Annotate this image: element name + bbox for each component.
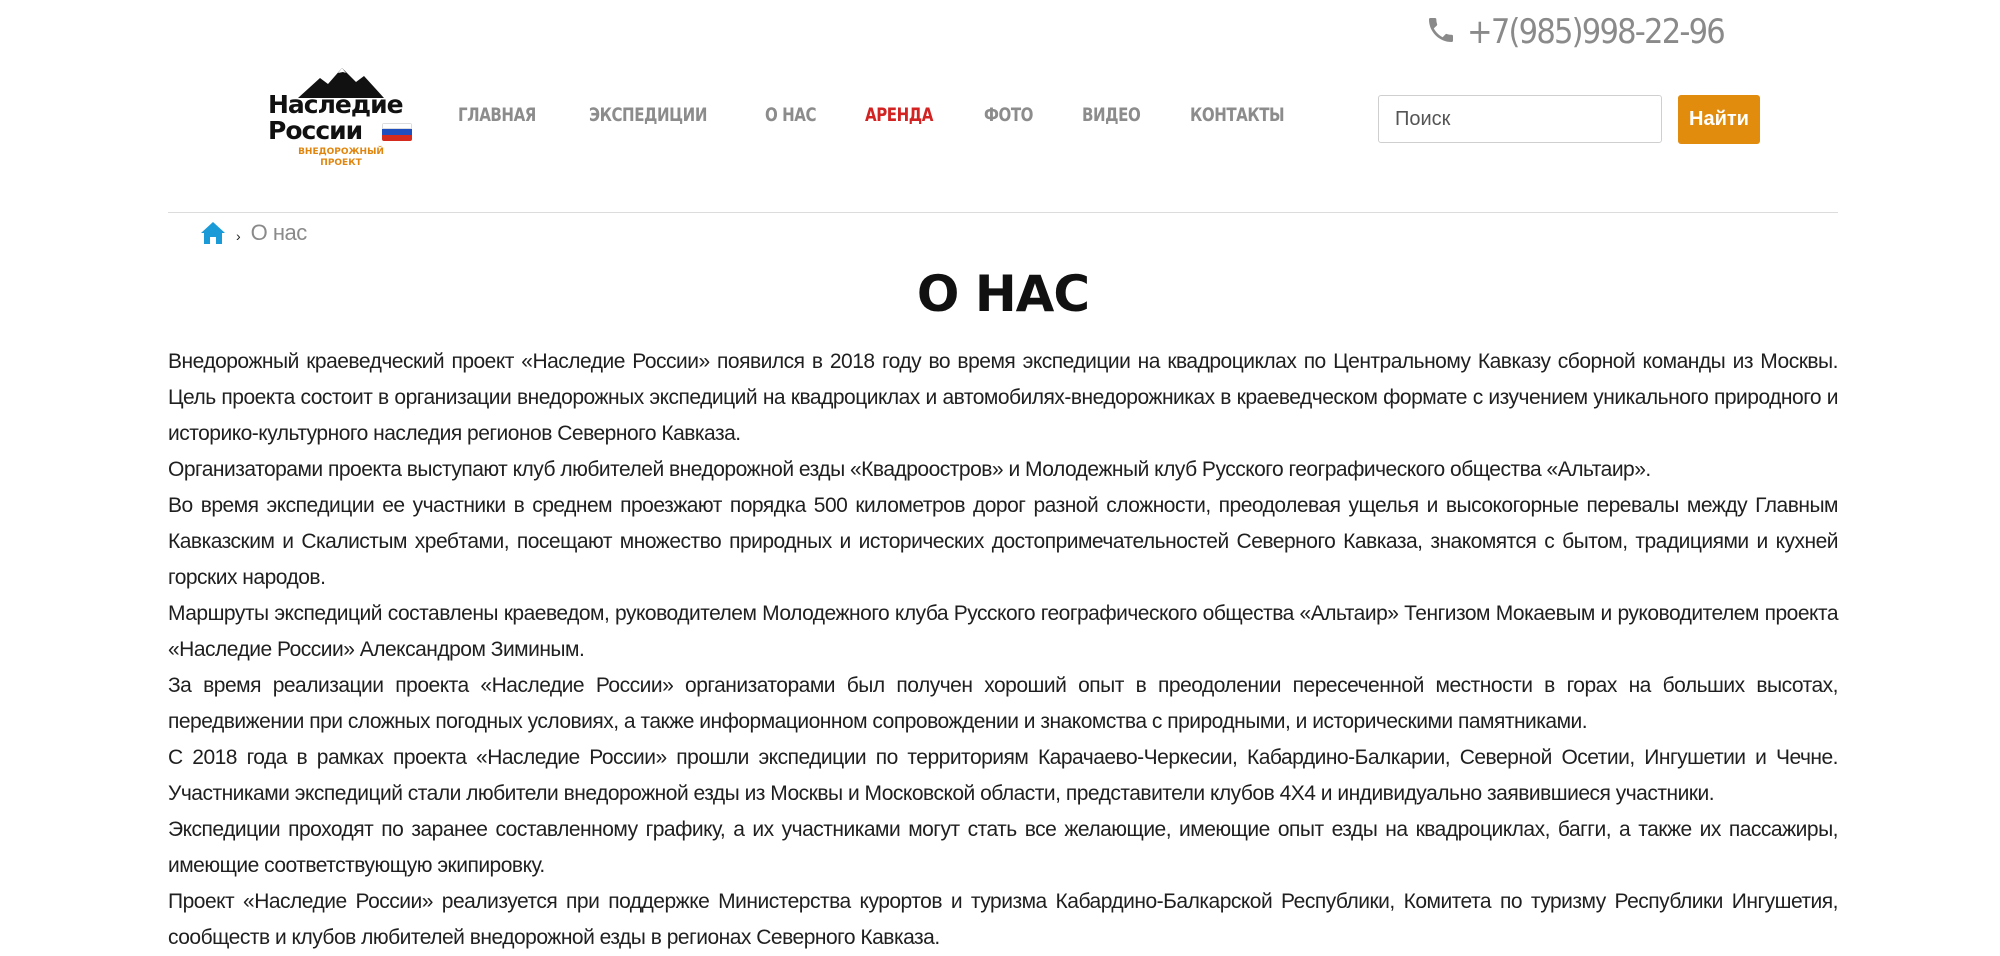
phone-number: +7(985)998-22-96 — [1467, 12, 1725, 52]
article-paragraph: Маршруты экспедиций составлены краеведом, руководителем Молодежного клуба Русского географического общества «Альтаир» Тенгизом Мокаевым и руководителем проекта «Наследие России» Александром Зиминым. — [168, 602, 1838, 661]
nav-item-rent[interactable]: АРЕНДА — [864, 104, 933, 126]
article-paragraph: С 2018 года в рамках проекта «Наследие России» прошли экспедиции по территориям Карачаево-Черкесии, Кабардино-Балкарии, Северной Осетии, Ингушетии и Чечне. Участниками экспедиций стали любители внедорожной езды из Москвы и Московской области, представители клубов 4Х4 и индивидуально заявившиеся участники. — [168, 746, 1838, 805]
breadcrumb-current: О нас — [250, 220, 307, 245]
site-logo[interactable] — [268, 68, 414, 172]
article-paragraph: Во время экспедиции ее участники в среднем проезжают порядка 500 километров дорог разной сложности, преодолевая ущелья и высокогорные перевалы между Главным Кавказским и Скалистым хребтами, посещают множество природных и исторических достопримечательностей Северного Кавказа, знакомятся с бытом, традициями и кухней горских народов. — [168, 494, 1838, 589]
logo-subtitle — [268, 147, 414, 169]
phone-icon — [1425, 14, 1457, 51]
article-paragraph: Организаторами проекта выступают клуб любителей внедорожной езды «Квадроостров» и Молодежный клуб Русского географического общества «Альтаир». — [168, 458, 1651, 481]
nav-item-home[interactable]: ГЛАВНАЯ — [458, 104, 536, 126]
logo-line-1: Наследие — [268, 90, 403, 119]
logo-line-2: России — [268, 116, 363, 145]
nav-item-expeditions[interactable]: ЭКСПЕДИЦИИ — [588, 104, 707, 126]
home-icon[interactable] — [200, 220, 226, 246]
breadcrumb-separator: › — [236, 228, 241, 244]
page-title: О НАС — [916, 265, 1090, 323]
header-divider — [168, 212, 1838, 213]
logo-subtitle-1: ВНЕДОРОЖНЫЙ — [298, 147, 384, 157]
article-paragraph: Экспедиции проходят по заранее составленному графику, а их участниками могут стать все желающие, имеющие опыт езды на квадроциклах, багги, а также их пассажиры, имеющие соответствующую экипировку. — [168, 818, 1838, 877]
russian-flag-icon — [382, 123, 412, 141]
header-phone[interactable] — [1425, 12, 1753, 52]
breadcrumb — [200, 219, 307, 247]
nav-item-about[interactable]: О НАС — [764, 104, 816, 126]
main-nav — [458, 104, 1297, 126]
article-body — [168, 344, 1838, 956]
search-button[interactable]: Найти — [1678, 95, 1760, 144]
article-paragraph: Внедорожный краеведческий проект «Наследие России» появился в 2018 году во время экспедиции на квадроциклах по Центральному Кавказу сборной команды из Москвы. Цель проекта состоит в организации внедорожных экспедиций на квадроциклах и автомобилях-внедорожниках в краеведческом формате с изучением уникального природного и историко-культурного наследия регионов Северного Кавказа. — [168, 350, 1838, 445]
nav-item-photo[interactable]: ФОТО — [983, 104, 1033, 126]
article-paragraph: Проект «Наследие России» реализуется при поддержке Министерства курортов и туризма Кабардино-Балкарской Республики, Комитета по туризму Республики Ингушетия, сообществ и клубов любителей внедорожной езды в регионах Северного Кавказа. — [168, 890, 1838, 949]
nav-item-contacts[interactable]: КОНТАКТЫ — [1189, 104, 1285, 126]
logo-subtitle-2: ПРОЕКТ — [320, 158, 362, 168]
nav-item-video[interactable]: ВИДЕО — [1081, 104, 1140, 126]
article-paragraph: За время реализации проекта «Наследие России» организаторами был получен хороший опыт в преодолении пересеченной местности в горах на больших высотах, передвижении при сложных погодных условиях, а также информационном сопровождении и знакомства с природными, и историческими памятниками. — [168, 674, 1838, 733]
page-container — [168, 0, 1838, 949]
search-input[interactable] — [1378, 95, 1662, 143]
